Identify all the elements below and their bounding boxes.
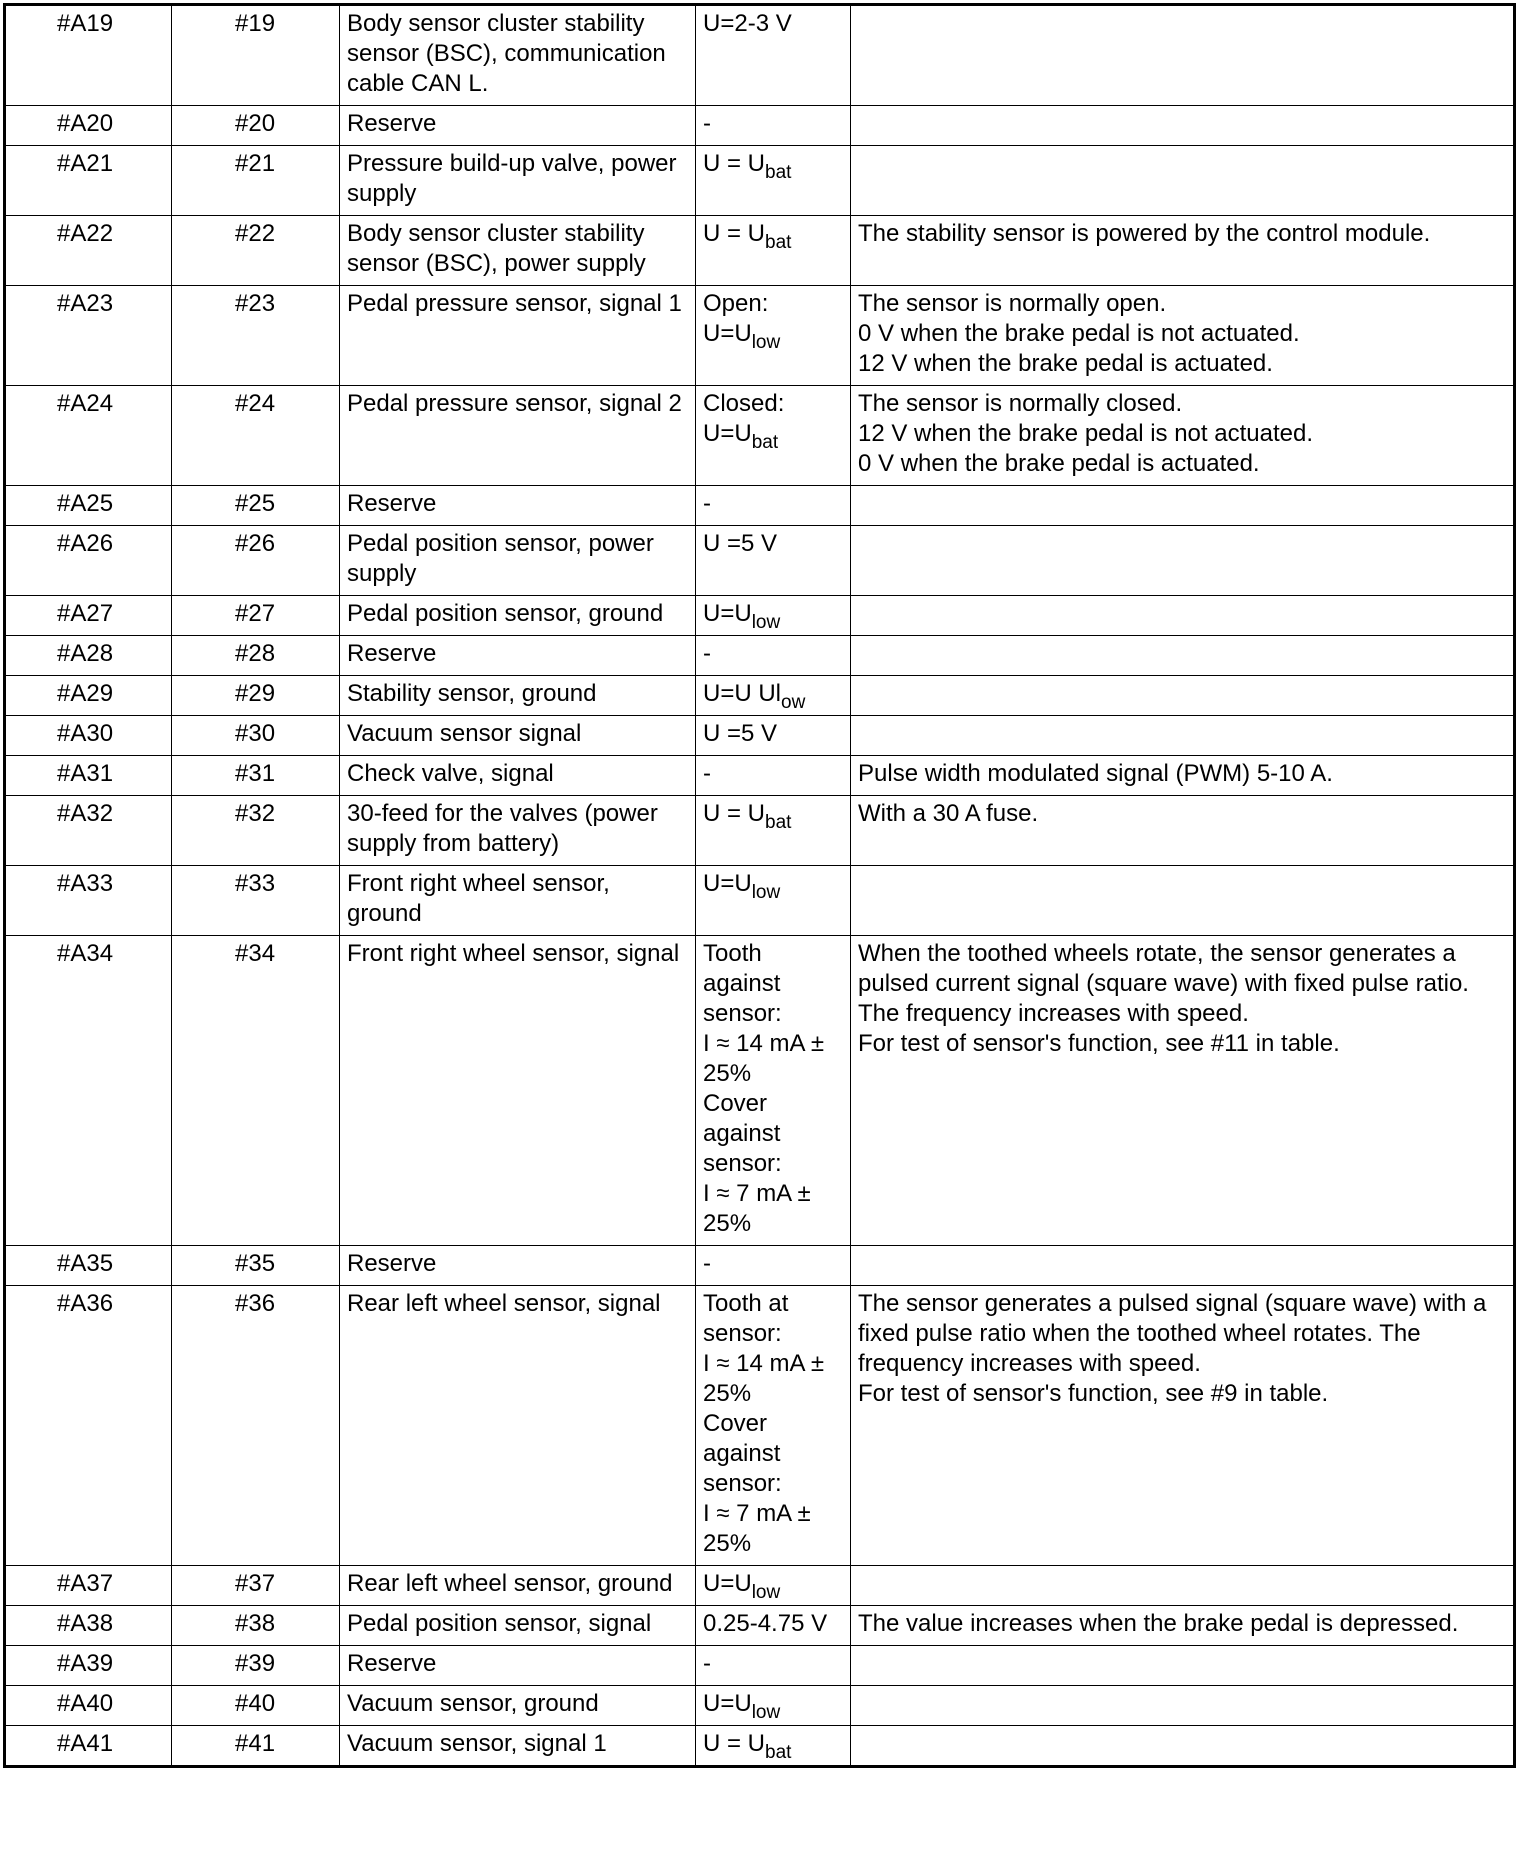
pin-note-cell	[851, 146, 1514, 216]
pin-number-cell: #35	[172, 1246, 340, 1286]
pin-id-cell: #A27	[6, 596, 172, 636]
pin-description-cell: Reserve	[340, 1646, 696, 1686]
pin-number-cell: #34	[172, 936, 340, 1246]
value-text: -	[703, 1650, 711, 1677]
pin-value-cell	[696, 146, 851, 216]
value-text: -	[703, 760, 711, 787]
pin-value-cell	[696, 1646, 851, 1686]
value-text: U=U Ul	[703, 680, 782, 707]
pin-value-cell	[696, 216, 851, 286]
pin-note-cell: The sensor is normally closed. 12 V when the brake pedal is not actuated. 0 V when the brake pedal is actuated.	[851, 386, 1514, 486]
pin-id-cell: #A25	[6, 486, 172, 526]
pin-note-cell	[851, 1566, 1514, 1606]
pin-value-cell	[696, 486, 851, 526]
pin-note-cell: When the toothed wheels rotate, the sensor generates a pulsed current signal (square wave) with fixed pulse ratio. The frequency increases with speed. For test of sensor's function, see #11 in table.	[851, 936, 1514, 1246]
pin-value-cell	[696, 596, 851, 636]
value-text: U =5 V	[703, 530, 778, 557]
pin-number-cell: #28	[172, 636, 340, 676]
value-text: -	[703, 1250, 711, 1277]
pin-id-cell: #A30	[6, 716, 172, 756]
table-row	[6, 676, 1514, 716]
pin-value-cell	[696, 1726, 851, 1766]
table-row	[6, 716, 1514, 756]
table-row	[6, 1686, 1514, 1726]
value-text: U = U	[703, 800, 766, 827]
table-row	[6, 216, 1514, 286]
value-text: U = U	[703, 1730, 766, 1757]
pin-value-cell	[696, 1606, 851, 1646]
pin-number-cell: #22	[172, 216, 340, 286]
pin-description-cell: Pedal position sensor, signal	[340, 1606, 696, 1646]
pin-id-cell: #A38	[6, 1606, 172, 1646]
table-row	[6, 386, 1514, 486]
pin-id-cell: #A40	[6, 1686, 172, 1726]
pin-value-cell	[696, 1246, 851, 1286]
pin-note-cell	[851, 526, 1514, 596]
pin-number-cell: #29	[172, 676, 340, 716]
pin-number-cell: #38	[172, 1606, 340, 1646]
pin-description-cell: Body sensor cluster stability sensor (BSC), power supply	[340, 216, 696, 286]
pin-id-cell: #A32	[6, 796, 172, 866]
pin-value-cell	[696, 796, 851, 866]
value-subscript: ow	[781, 692, 806, 713]
pin-value-cell	[696, 1286, 851, 1566]
pin-number-cell: #27	[172, 596, 340, 636]
value-text: 0.25-4.75 V	[703, 1610, 828, 1637]
table-row	[6, 106, 1514, 146]
value-text: U=U	[703, 870, 752, 897]
table-row	[6, 486, 1514, 526]
pin-note-cell	[851, 636, 1514, 676]
pin-description-cell: Reserve	[340, 1246, 696, 1286]
pin-value-cell	[696, 1686, 851, 1726]
pin-note-cell	[851, 6, 1514, 106]
pin-note-cell	[851, 676, 1514, 716]
pin-number-cell: #41	[172, 1726, 340, 1766]
pin-description-cell: Vacuum sensor, signal 1	[340, 1726, 696, 1766]
pin-number-cell: #30	[172, 716, 340, 756]
pin-number-cell: #33	[172, 866, 340, 936]
pin-number-cell: #36	[172, 1286, 340, 1566]
table-row	[6, 796, 1514, 866]
pin-note-cell: The value increases when the brake pedal is depressed.	[851, 1606, 1514, 1646]
pin-note-cell	[851, 1246, 1514, 1286]
table-row	[6, 146, 1514, 216]
table-row	[6, 636, 1514, 676]
value-subscript: low	[751, 1582, 781, 1603]
value-text: -	[703, 110, 711, 137]
table-row	[6, 1246, 1514, 1286]
value-text: U=U	[703, 600, 752, 627]
table-row	[6, 866, 1514, 936]
pin-description-cell: Check valve, signal	[340, 756, 696, 796]
pin-value-cell	[696, 106, 851, 146]
value-subscript: low	[751, 1702, 781, 1723]
pin-id-cell: #A19	[6, 6, 172, 106]
pin-id-cell: #A34	[6, 936, 172, 1246]
pin-value-cell	[696, 636, 851, 676]
pin-number-cell: #32	[172, 796, 340, 866]
pin-description-cell: Pedal pressure sensor, signal 2	[340, 386, 696, 486]
pin-table-body	[6, 6, 1514, 1766]
pin-id-cell: #A26	[6, 526, 172, 596]
pin-value-cell	[696, 936, 851, 1246]
pin-note-cell: Pulse width modulated signal (PWM) 5-10 A.	[851, 756, 1514, 796]
pin-description-cell: Pedal pressure sensor, signal 1	[340, 286, 696, 386]
pin-number-cell: #31	[172, 756, 340, 796]
value-text: U = U	[703, 220, 766, 247]
pin-description-cell: Reserve	[340, 486, 696, 526]
pin-description-cell: Vacuum sensor, ground	[340, 1686, 696, 1726]
table-row	[6, 1606, 1514, 1646]
pin-number-cell: #39	[172, 1646, 340, 1686]
value-text: -	[703, 490, 711, 517]
pin-description-cell: Vacuum sensor signal	[340, 716, 696, 756]
pin-id-cell: #A39	[6, 1646, 172, 1686]
pin-id-cell: #A41	[6, 1726, 172, 1766]
value-text: U = U	[703, 150, 766, 177]
pin-id-cell: #A21	[6, 146, 172, 216]
pin-description-cell: Front right wheel sensor, signal	[340, 936, 696, 1246]
pin-id-cell: #A35	[6, 1246, 172, 1286]
table-row	[6, 756, 1514, 796]
pin-id-cell: #A23	[6, 286, 172, 386]
pin-number-cell: #21	[172, 146, 340, 216]
value-subscript: bat	[765, 232, 792, 253]
value-subscript: bat	[765, 812, 792, 833]
pin-note-cell	[851, 1686, 1514, 1726]
pin-note-cell	[851, 716, 1514, 756]
pin-value-cell	[696, 676, 851, 716]
pin-note-cell	[851, 486, 1514, 526]
value-subscript: low	[751, 332, 781, 353]
pin-id-cell: #A37	[6, 1566, 172, 1606]
table-row	[6, 1286, 1514, 1566]
table-row	[6, 6, 1514, 106]
pin-description-cell: 30-feed for the valves (power supply from battery)	[340, 796, 696, 866]
pin-description-cell: Front right wheel sensor, ground	[340, 866, 696, 936]
pin-id-cell: #A31	[6, 756, 172, 796]
pin-id-cell: #A33	[6, 866, 172, 936]
pin-note-cell	[851, 866, 1514, 936]
pin-number-cell: #20	[172, 106, 340, 146]
table-row	[6, 936, 1514, 1246]
pin-note-cell	[851, 1726, 1514, 1766]
pin-description-cell: Rear left wheel sensor, signal	[340, 1286, 696, 1566]
value-subscript: bat	[765, 1742, 792, 1763]
pin-description-cell: Reserve	[340, 106, 696, 146]
value-text: Tooth against sensor: I ≈ 14 mA ± 25% Cover against sensor: I ≈ 7 mA ± 25%	[703, 940, 825, 1237]
pin-value-cell	[696, 716, 851, 756]
table-row	[6, 526, 1514, 596]
pin-number-cell: #37	[172, 1566, 340, 1606]
pin-note-cell: The sensor generates a pulsed signal (square wave) with a fixed pulse ratio when the toothed wheel rotates. The frequency increases with speed. For test of sensor's function, see #9 in table.	[851, 1286, 1514, 1566]
pin-note-cell: The sensor is normally open. 0 V when the brake pedal is not actuated. 12 V when the brake pedal is actuated.	[851, 286, 1514, 386]
value-text: U=U	[703, 1690, 752, 1717]
pin-value-cell	[696, 756, 851, 796]
pin-value-cell	[696, 6, 851, 106]
value-subscript: bat	[765, 162, 792, 183]
table-row	[6, 1566, 1514, 1606]
table-row	[6, 596, 1514, 636]
pin-description-cell: Stability sensor, ground	[340, 676, 696, 716]
table-row	[6, 1646, 1514, 1686]
pin-note-cell: With a 30 A fuse.	[851, 796, 1514, 866]
pin-id-cell: #A36	[6, 1286, 172, 1566]
table-row	[6, 286, 1514, 386]
pin-description-cell: Pedal position sensor, power supply	[340, 526, 696, 596]
value-text: Closed: U=U	[703, 390, 785, 447]
pin-value-cell	[696, 866, 851, 936]
pin-number-cell: #24	[172, 386, 340, 486]
pin-id-cell: #A28	[6, 636, 172, 676]
value-subscript: low	[751, 612, 781, 633]
value-subscript: bat	[751, 432, 779, 453]
value-text: Tooth at sensor: I ≈ 14 mA ± 25% Cover against sensor: I ≈ 7 mA ± 25%	[703, 1290, 825, 1557]
pin-id-cell: #A22	[6, 216, 172, 286]
pin-number-cell: #25	[172, 486, 340, 526]
pin-table	[5, 5, 1514, 1766]
value-text: U=2-3 V	[703, 10, 792, 37]
pin-note-cell	[851, 106, 1514, 146]
pin-description-cell: Rear left wheel sensor, ground	[340, 1566, 696, 1606]
pin-value-cell	[696, 286, 851, 386]
pin-description-cell: Reserve	[340, 636, 696, 676]
pin-number-cell: #23	[172, 286, 340, 386]
value-text: U =5 V	[703, 720, 778, 747]
value-subscript: low	[751, 882, 781, 903]
pin-note-cell: The stability sensor is powered by the control module.	[851, 216, 1514, 286]
value-text: -	[703, 640, 711, 667]
pin-value-cell	[696, 526, 851, 596]
value-text: U=U	[703, 1570, 752, 1597]
pin-number-cell: #19	[172, 6, 340, 106]
pin-description-cell: Pedal position sensor, ground	[340, 596, 696, 636]
table-row	[6, 1726, 1514, 1766]
pin-id-cell: #A20	[6, 106, 172, 146]
pin-id-cell: #A29	[6, 676, 172, 716]
pin-note-cell	[851, 1646, 1514, 1686]
pin-number-cell: #26	[172, 526, 340, 596]
pin-note-cell	[851, 596, 1514, 636]
pin-id-cell: #A24	[6, 386, 172, 486]
pin-description-cell: Body sensor cluster stability sensor (BSC), communication cable CAN L.	[340, 6, 696, 106]
pin-description-cell: Pressure build-up valve, power supply	[340, 146, 696, 216]
value-text: Open: U=U	[703, 290, 769, 347]
pin-value-cell	[696, 386, 851, 486]
pin-value-cell	[696, 1566, 851, 1606]
pin-number-cell: #40	[172, 1686, 340, 1726]
